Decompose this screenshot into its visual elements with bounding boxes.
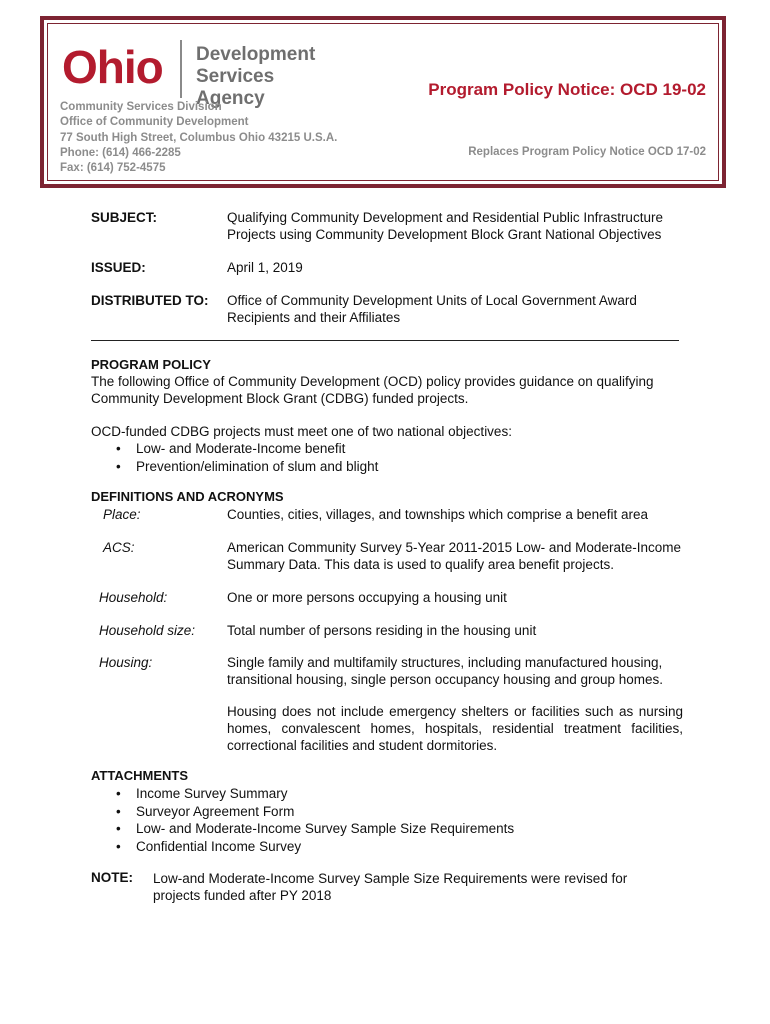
attachments-list bbox=[91, 785, 514, 855]
distributed-value: Office of Community Development Units of Local Government Award Recipients and their Affiliates bbox=[227, 293, 637, 325]
objectives-intro: OCD-funded CDBG projects must meet one of two national objectives: bbox=[91, 424, 512, 439]
definition-text: Single family and multifamily structures, including manufactured housing, transitional housing, single person occupancy housing and group homes. bbox=[227, 655, 664, 687]
subject-label: SUBJECT: bbox=[91, 210, 158, 225]
division-line: 77 South High Street, Columbus Ohio 43215 U.S.A. bbox=[60, 131, 338, 144]
replaces-notice: Replaces Program Policy Notice OCD 17-02 bbox=[468, 146, 706, 158]
program-policy-intro: The following Office of Community Development (OCD) policy provides guidance on qualifying Community Development Block Grant (CDBG) funded projects. bbox=[91, 374, 654, 406]
housing-exclusion-note: Housing does not include emergency shelters or facilities such as nursing homes, convalescent homes, hospitals, residential treatment facilities, correctional facilities and student dormitories. bbox=[227, 704, 683, 753]
definition-term: Housing: bbox=[99, 655, 153, 670]
division-line: Fax: (614) 752-4575 bbox=[60, 162, 166, 175]
logo-agency-line2: Services Agency bbox=[196, 66, 275, 109]
definition-text: American Community Survey 5-Year 2011-2015 Low- and Moderate-Income Summary Data. This data is used to qualify area benefit projects. bbox=[227, 540, 681, 572]
definition-term: Place: bbox=[103, 507, 141, 522]
definitions-heading: DEFINITIONS AND ACRONYMS bbox=[91, 489, 284, 504]
logo-ohio-wordmark: Ohio bbox=[62, 41, 163, 93]
definition-text: One or more persons occupying a housing unit bbox=[227, 590, 507, 605]
issued-label: ISSUED: bbox=[91, 260, 146, 275]
division-address bbox=[60, 100, 337, 176]
list-item: • Low- and Moderate-Income Survey Sample Size Requirements bbox=[91, 820, 514, 838]
objectives-list bbox=[91, 440, 378, 475]
letterhead bbox=[40, 16, 726, 188]
list-item: • Confidential Income Survey bbox=[91, 838, 514, 856]
list-item: • Surveyor Agreement Form bbox=[91, 803, 514, 821]
note-text: Low-and Moderate-Income Survey Sample Size Requirements were revised for projects funded after PY 2018 bbox=[153, 871, 628, 903]
subject-value: Qualifying Community Development and Residential Public Infrastructure Projects using Community Development Block Grant National Objectives bbox=[227, 210, 663, 242]
list-item: • Income Survey Summary bbox=[91, 785, 514, 803]
program-policy-heading: PROGRAM POLICY bbox=[91, 357, 211, 372]
section-divider bbox=[91, 340, 679, 341]
list-item: • Prevention/elimination of slum and blight bbox=[91, 458, 378, 476]
division-line: Community Services Division bbox=[60, 101, 222, 113]
definition-term: Household: bbox=[99, 590, 168, 605]
logo-agency-line1: Development bbox=[196, 44, 316, 65]
notice-title: Program Policy Notice: OCD 19-02 bbox=[428, 80, 706, 99]
definition-text: Counties, cities, villages, and townships which comprise a benefit area bbox=[227, 507, 648, 522]
logo-divider bbox=[180, 40, 182, 98]
definition-term: Household size: bbox=[99, 623, 196, 638]
note-label: NOTE: bbox=[91, 870, 133, 885]
definition-term: ACS: bbox=[103, 540, 135, 555]
list-item: • Low- and Moderate-Income benefit bbox=[91, 440, 378, 458]
attachments-heading: ATTACHMENTS bbox=[91, 768, 189, 783]
issued-value: April 1, 2019 bbox=[227, 260, 303, 275]
definition-text: Total number of persons residing in the housing unit bbox=[227, 623, 537, 638]
division-line: Phone: (614) 466-2285 bbox=[60, 146, 181, 159]
division-line: Office of Community Development bbox=[60, 116, 249, 129]
distributed-label: DISTRIBUTED TO: bbox=[91, 293, 209, 308]
